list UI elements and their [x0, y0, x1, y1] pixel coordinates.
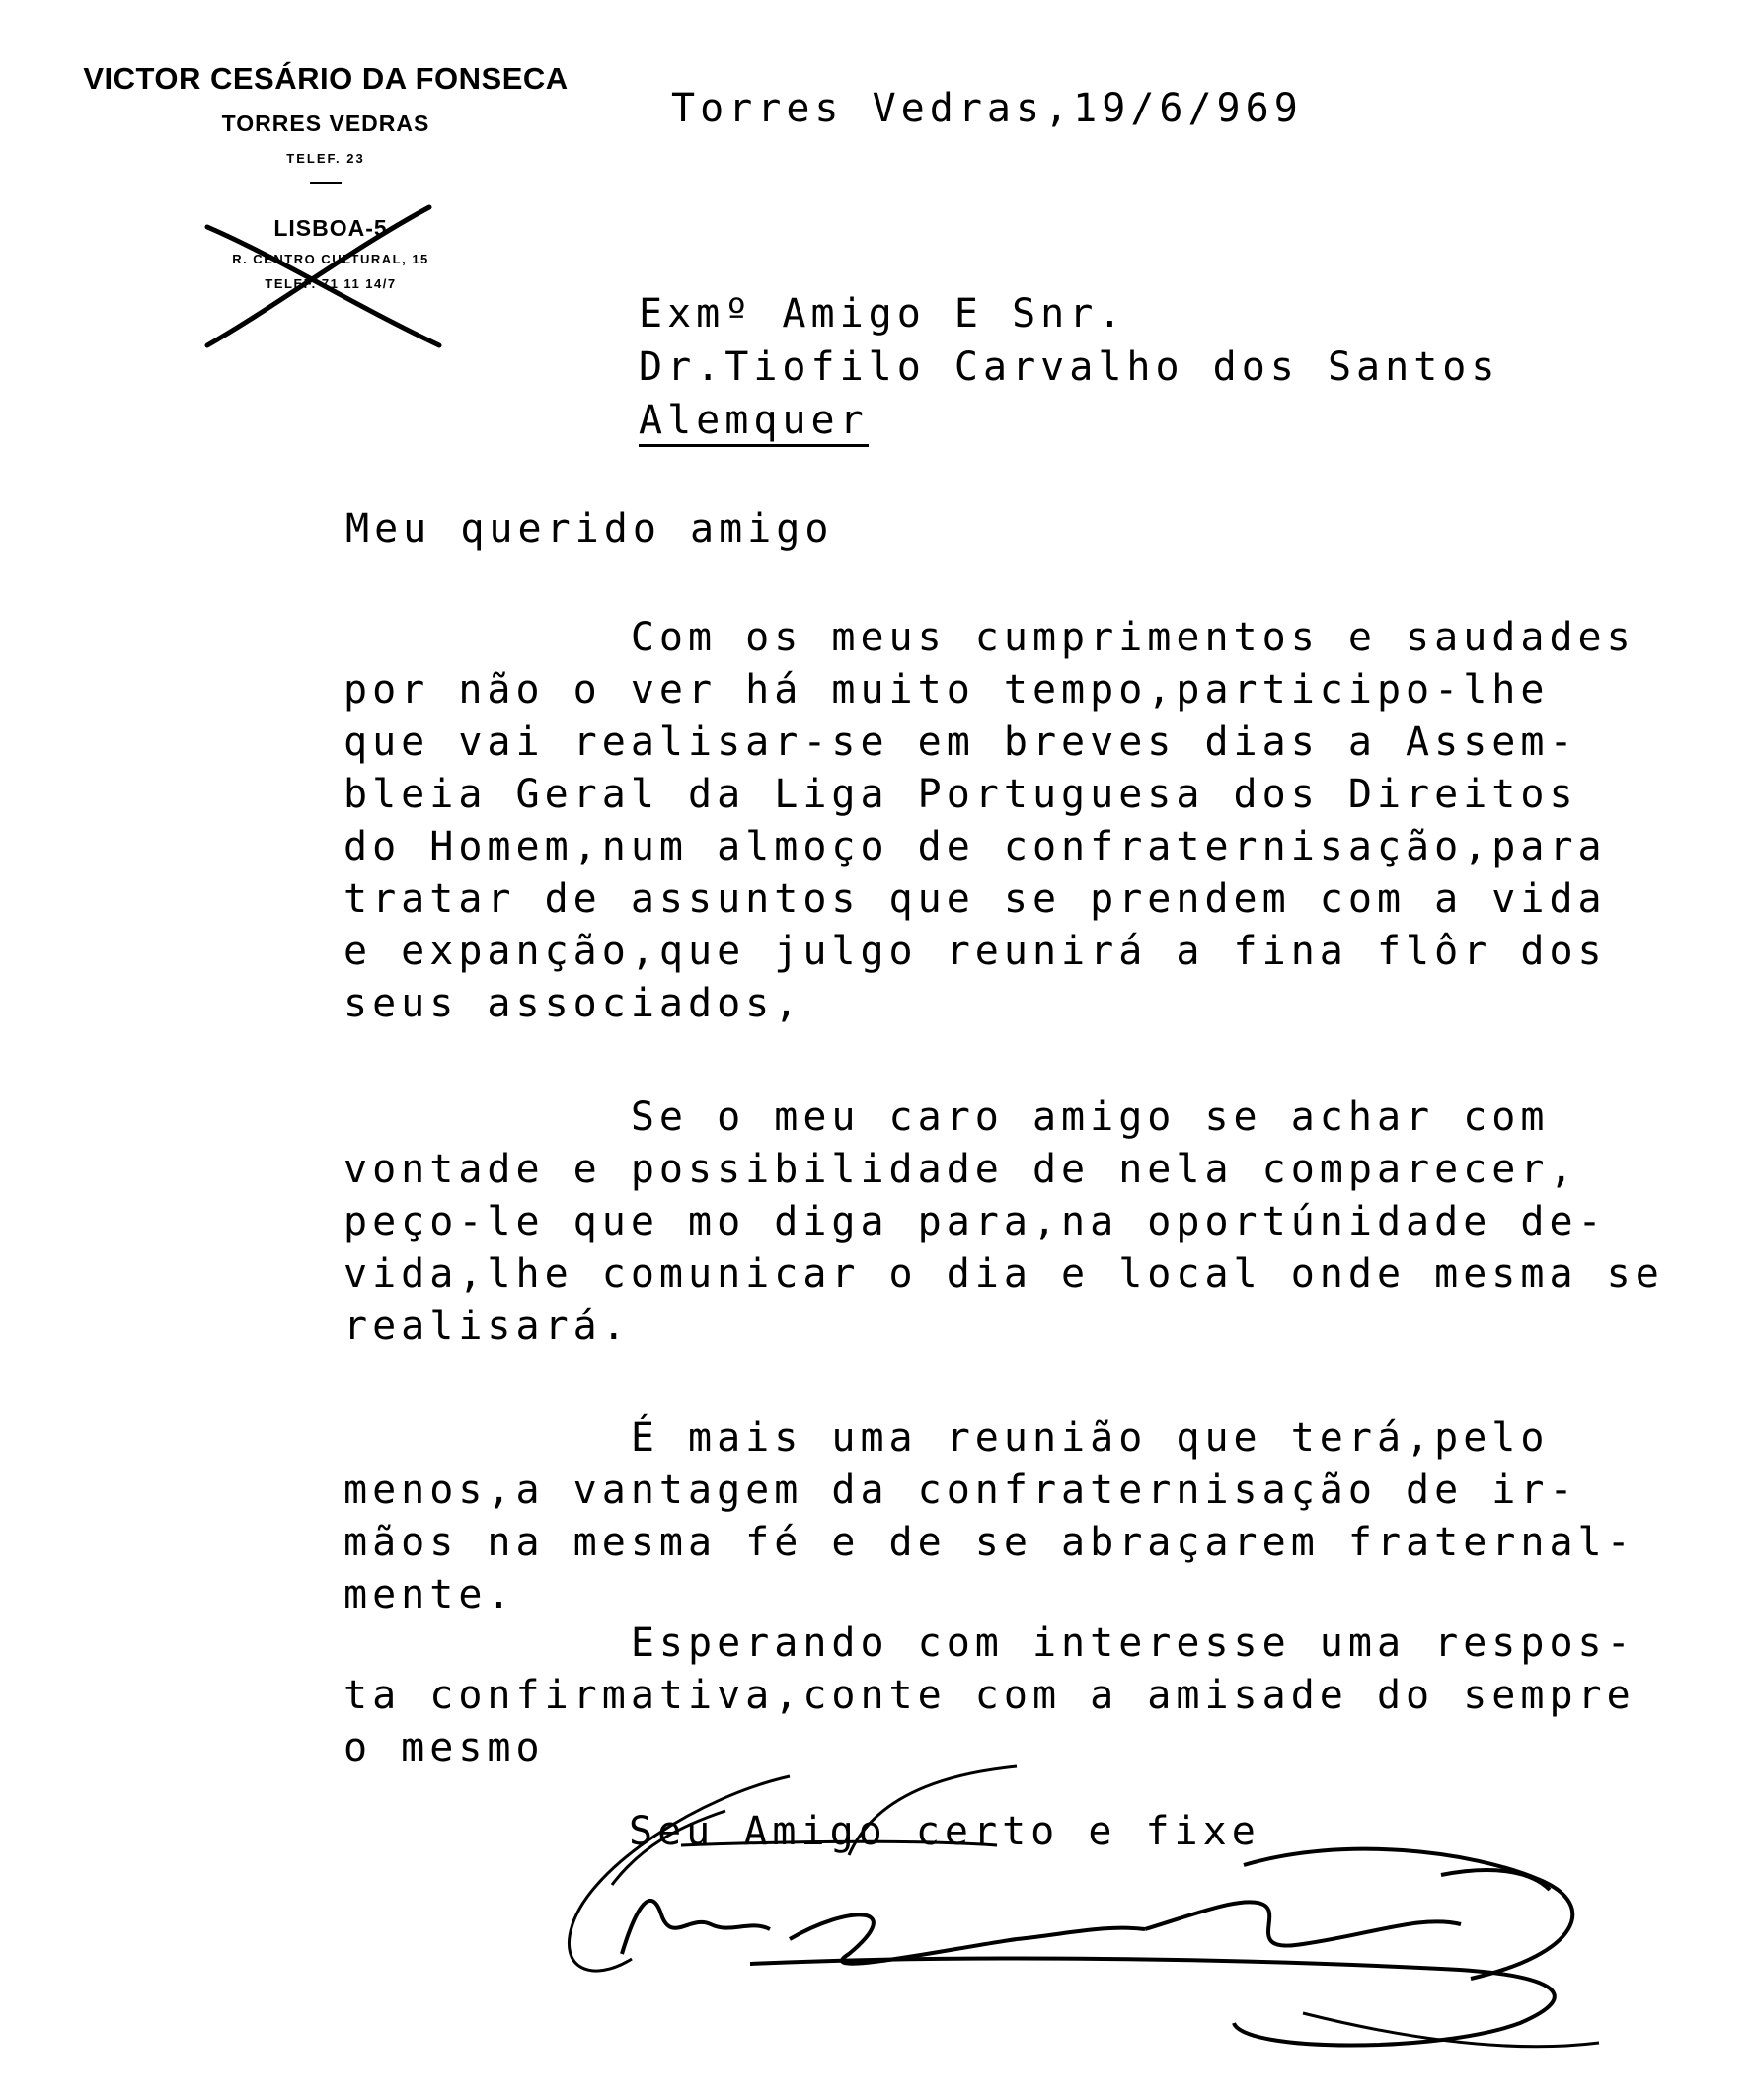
date-line: Torres Vedras,19/6/969 — [671, 86, 1303, 131]
body-line: Com os meus cumprimentos e saudades — [343, 615, 1636, 660]
old-address-phone: TELEF. 71 11 14/7 — [265, 276, 397, 291]
body-line: Se o meu caro amigo se achar com — [343, 1094, 1550, 1140]
body-line: tratar de assuntos que se prendem com a vida — [343, 876, 1607, 922]
signature-image — [553, 1757, 1629, 2062]
body-line: É mais uma reunião que terá,pelo — [343, 1415, 1550, 1461]
letterhead-phone: TELEF. 23 — [286, 151, 365, 166]
body-line: vontade e possibilidade de nela comparecer, — [343, 1147, 1578, 1192]
old-address-city: LISBOA-5 — [273, 215, 388, 241]
letterhead — [30, 61, 622, 184]
letterhead-city: TORRES VEDRAS — [221, 111, 430, 136]
body-line: por não o ver há muito tempo,participo-lhe — [343, 667, 1550, 712]
body-line: que vai realisar-se em breves dias a Assem- — [343, 719, 1578, 765]
greeting: Meu querido amigo — [345, 506, 834, 552]
body-line: mãos na mesma fé e de se abraçarem fraternal- — [343, 1520, 1636, 1565]
body-line: bleia Geral da Liga Portuguesa dos Direitos — [343, 772, 1578, 817]
recipient-name: Dr.Tiofilo Carvalho dos Santos — [639, 344, 1500, 390]
paragraph-assembly — [343, 615, 1636, 1036]
old-address-street: R. CENTRO CULTURAL, 15 — [232, 252, 429, 266]
body-line: vida,lhe comunicar o dia e local onde mesma se — [343, 1251, 1664, 1297]
body-line: Esperando com interesse uma respos- — [343, 1620, 1636, 1666]
body-line: seus associados, — [343, 981, 803, 1026]
paragraph-invitation — [343, 1094, 1664, 1359]
body-line: menos,a vantagem da confraternisação de ir- — [343, 1467, 1578, 1513]
letterhead-divider — [310, 182, 342, 184]
body-line: realisará. — [343, 1304, 631, 1349]
closing-line: Seu Amigo certo e fixe — [629, 1809, 1260, 1854]
letterhead-name: VICTOR CESÁRIO DA FONSECA — [83, 61, 569, 96]
recipient-salutation: Exmº Amigo E Snr. — [639, 291, 1127, 337]
body-line: peço-le que mo diga para,na oportúnidade de- — [343, 1199, 1607, 1244]
recipient-city: Alemquer — [639, 401, 869, 447]
body-line: ta confirmativa,conte com a amisade do sempre — [343, 1673, 1636, 1718]
body-line: e expanção,que julgo reunirá a fina flôr dos — [343, 929, 1607, 974]
body-line: mente. — [343, 1572, 516, 1617]
body-line: o mesmo — [343, 1725, 545, 1770]
cross-out-mark — [188, 197, 454, 355]
recipient-block — [639, 291, 1500, 461]
body-line: do Homem,num almoço de confraternisação,para — [343, 824, 1607, 869]
paragraph-fraternity — [343, 1415, 1636, 1627]
